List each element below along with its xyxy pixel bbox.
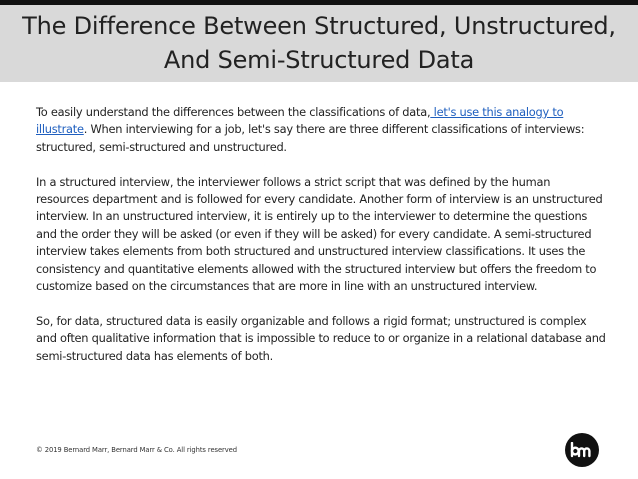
paragraph-intro	[36, 104, 606, 156]
bm-logo-icon	[565, 433, 599, 467]
intro-text-continued: . When interviewing for a job, let's say there are three different classifications of interviews: structured, semi-structured and unstructured.	[36, 122, 585, 154]
slide-title: The Difference Between Structured, Unstructured, And Semi-Structured Data	[22, 12, 616, 74]
paragraph-conclusion: So, for data, structured data is easily organizable and follows a rigid format; unstructured is complex and often qualitative information that is impossible to reduce to or organize in a relational database and semi-structured data has elements of both.	[36, 313, 606, 363]
copyright-footer: © 2019 Bernard Marr, Bernard Marr & Co. All rights reserved	[36, 446, 237, 454]
bm-logo-glyph	[570, 442, 594, 458]
intro-text: To easily understand the differences between the classifications of data,	[36, 105, 431, 119]
slide-body	[36, 104, 606, 382]
analogy-link[interactable]: let's use this analogy to illustrate	[36, 105, 564, 137]
paragraph-interviews: In a structured interview, the interviewer follows a strict script that was defined by the human resources department and is followed for every candidate. Another form of interview is an unstructured interview. In an unstructured interview, it is entirely up to the interviewer to determine the questions and the order they will be asked (or even if they will be asked) for every candidate. A semi-structured interview takes elements from both structured and unstructured interview classifications. It uses the consistency and quantitative elements allowed with the structured interview but offers the freedom to customize based on the circumstances that are more in line with an unstructured interview.	[36, 174, 603, 294]
title-band	[0, 0, 638, 82]
